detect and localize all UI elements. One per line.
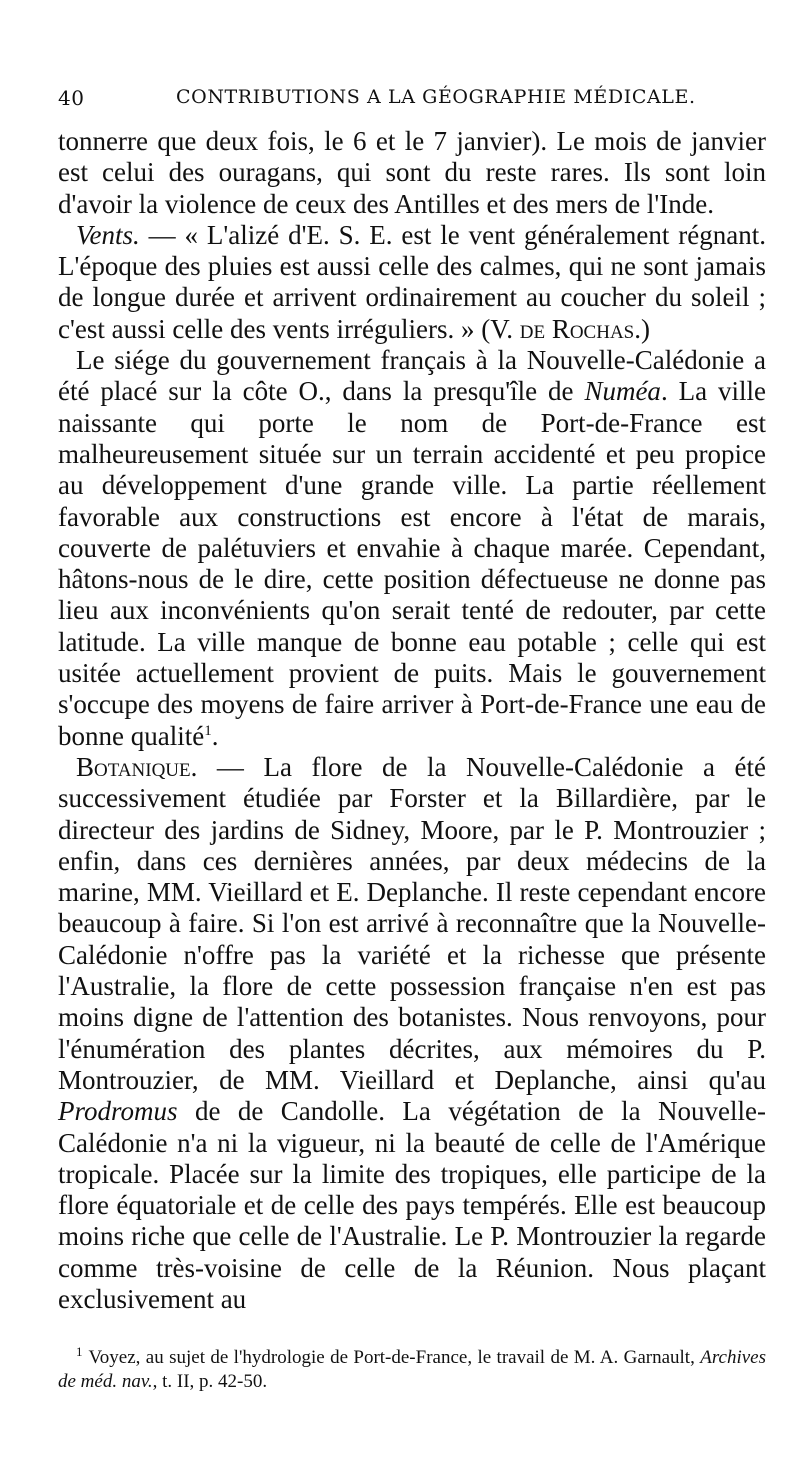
section-heading-botany: Botanique. <box>76 751 198 782</box>
page-header <box>58 86 766 126</box>
paragraph-botany: Botanique. — La flore de la Nouvelle-Calédonie a été successivement étudiée par Forster et la Billardière, par le directeur des jardins de Sidney, Moore, par le P. Montrouzier ; enfin, dans ces dernières années, par deux médecins de la marine, MM. Vieillard et E. Deplanche. Il reste cependant encore beaucoup à faire. Si l'on est arrivé à reconnaître que la Nouvelle-Calédonie n'offre pas la variété et la richesse que présente l'Australie, la flore de cette possession française n'en est pas moins digne de l'attention des botanistes. Nous renvoyons, pour l'énumération des plantes décrites, aux mémoires du P. Montrouzier, de MM. Vieillard et Deplanche, ainsi qu'au Prodromus de de Candolle. La végétation de la Nouvelle-Calédonie n'a ni la vigueur, ni la beauté de celle de l'Amérique tropicale. Placée sur la limite des tropiques, elle participe de la flore équatoriale et de celle des pays tempérés. Elle est beaucoup moins riche que celle de l'Australie. Le P. Montrouzier la regarde comme très-voisine de celle de la Réunion. Nous plaçant exclusivement au <box>58 751 766 1314</box>
section-heading-winds: Vents. <box>76 219 140 250</box>
footnote-marker: 1 <box>76 1343 83 1359</box>
footnote: $^1$ Voyez, au sujet de l'hydrologie de Port-de-France, le travail de M. A. Garnault, Archives de méd. nav., t. II, p. 42-50. <box>58 1343 766 1392</box>
paragraph-thunder: tonnerre que deux fois, le 6 et le 7 janvier). Le mois de janvier est celui des ouragans, qui sont du reste rares. Ils sont loin d'avoir la violence de ceux des Antilles et des mers de l'Inde. <box>58 126 766 219</box>
book-page <box>58 86 766 1315</box>
work-title-prodromus: Prodromus <box>58 1096 178 1127</box>
paragraph-winds: Vents. — « L'alizé d'E. S. E. est le vent généralement régnant. L'époque des pluies est aussi celle des calmes, qui ne sont jamais de longue durée et arrivent ordinairement au coucher du soleil ; c'est aussi celle des vents irréguliers. » (V. de Rochas.) <box>58 219 766 344</box>
author-name: de Rochas <box>519 313 635 344</box>
body-text <box>58 126 766 1315</box>
running-title: CONTRIBUTIONS A LA GÉOGRAPHIE MÉDICALE. <box>176 86 696 108</box>
place-name-numea: Numéa <box>584 376 661 407</box>
paragraph-government: Le siége du gouvernement français à la Nouvelle-Calédonie a été placé sur la côte O., dans la presqu'île de Numéa. La ville naissante qui porte le nom de Port-de-France est malheureusement située sur un terrain accidenté et peu propice au développement d'une grande ville. La partie réellement favorable aux constructions est encore à l'état de marais, couverte de palétuviers et envahie à chaque marée. Cependant, hâtons-nous de le dire, cette position défectueuse ne donne pas lieu aux inconvénients qu'on serait tenté de redouter, par cette latitude. La ville manque de bonne eau potable ; celle qui est usitée actuellement provient de puits. Mais le gouvernement s'occupe des moyens de faire arriver à Port-de-France une eau de bonne qualité$^1$. <box>58 345 767 751</box>
journal-title: Archives de méd. nav. <box>58 1347 766 1392</box>
footnote-reference: 1 <box>204 722 212 739</box>
page-number: 40 <box>58 86 85 110</box>
